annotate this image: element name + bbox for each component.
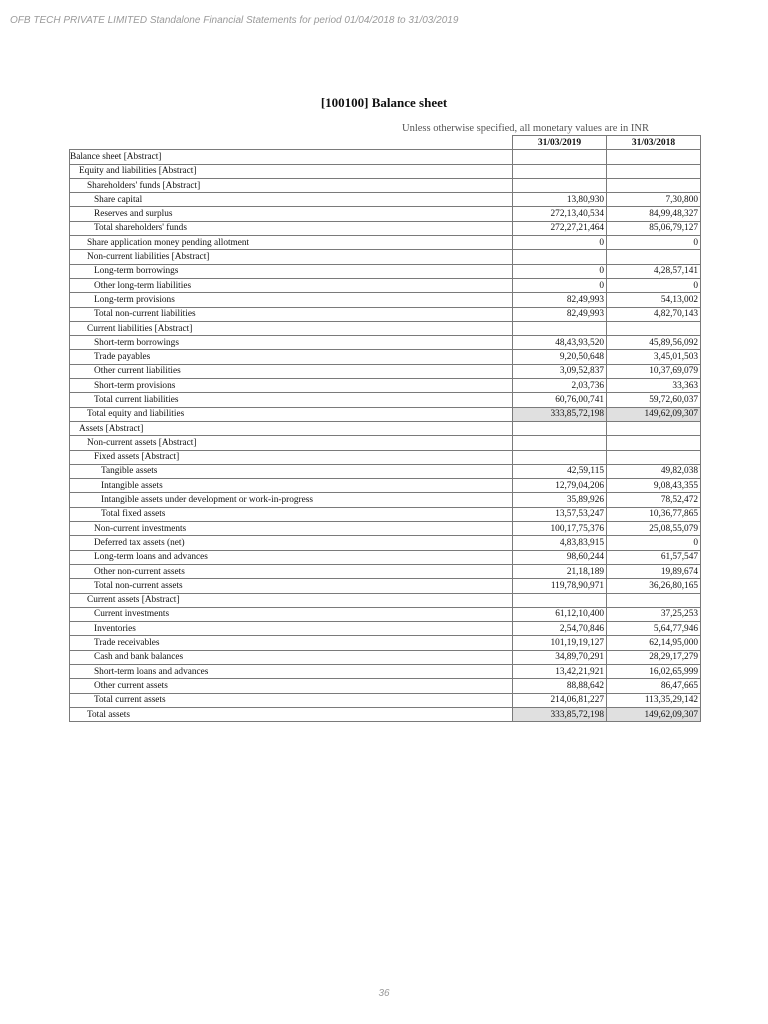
row-label: Deferred tax assets (net) <box>70 536 513 550</box>
row-label: Short-term loans and advances <box>70 664 513 678</box>
row-label: Other current assets <box>70 679 513 693</box>
table-row <box>70 436 701 450</box>
value-2018: 5,64,77,946 <box>607 622 701 636</box>
value-2019: 61,12,10,400 <box>513 607 607 621</box>
table-header-row <box>70 136 701 150</box>
row-label: Current investments <box>70 607 513 621</box>
value-2018: 149,62,09,307 <box>607 407 701 421</box>
value-2019: 13,42,21,921 <box>513 664 607 678</box>
table-row <box>70 693 701 707</box>
row-label: Trade payables <box>70 350 513 364</box>
row-label: Other current liabilities <box>70 364 513 378</box>
balance-sheet-table <box>69 135 701 722</box>
row-label: Tangible assets <box>70 464 513 478</box>
value-2019: 60,76,00,741 <box>513 393 607 407</box>
value-2018: 78,52,472 <box>607 493 701 507</box>
value-2018 <box>607 436 701 450</box>
value-2018: 3,45,01,503 <box>607 350 701 364</box>
row-label: Share capital <box>70 193 513 207</box>
table-row <box>70 307 701 321</box>
table-row <box>70 450 701 464</box>
value-2019: 119,78,90,971 <box>513 579 607 593</box>
value-2018: 54,13,002 <box>607 293 701 307</box>
value-2019: 0 <box>513 236 607 250</box>
value-2018: 113,35,29,142 <box>607 693 701 707</box>
row-label: Long-term borrowings <box>70 264 513 278</box>
value-2019: 82,49,993 <box>513 293 607 307</box>
row-label: Total non-current assets <box>70 579 513 593</box>
table-row <box>70 550 701 564</box>
table-row <box>70 293 701 307</box>
value-2018: 0 <box>607 536 701 550</box>
value-2019: 0 <box>513 278 607 292</box>
value-2018 <box>607 421 701 435</box>
value-2019: 272,27,21,464 <box>513 221 607 235</box>
value-2019: 272,13,40,534 <box>513 207 607 221</box>
table-row <box>70 579 701 593</box>
value-2019: 35,89,926 <box>513 493 607 507</box>
value-2018: 45,89,56,092 <box>607 336 701 350</box>
value-2019: 333,85,72,198 <box>513 407 607 421</box>
value-2019 <box>513 178 607 192</box>
table-row <box>70 593 701 607</box>
row-label: Balance sheet [Abstract] <box>70 150 513 164</box>
value-2018: 33,363 <box>607 379 701 393</box>
table-row <box>70 350 701 364</box>
table-row <box>70 193 701 207</box>
value-2019: 82,49,993 <box>513 307 607 321</box>
value-2019: 333,85,72,198 <box>513 707 607 721</box>
row-label: Cash and bank balances <box>70 650 513 664</box>
value-2019: 13,57,53,247 <box>513 507 607 521</box>
value-2019: 101,19,19,127 <box>513 636 607 650</box>
row-label: Share application money pending allotment <box>70 236 513 250</box>
value-2019: 2,54,70,846 <box>513 622 607 636</box>
table-row <box>70 393 701 407</box>
value-2018: 85,06,79,127 <box>607 221 701 235</box>
value-2019: 9,20,50,648 <box>513 350 607 364</box>
value-2018 <box>607 178 701 192</box>
value-2018: 25,08,55,079 <box>607 522 701 536</box>
value-2019: 21,18,189 <box>513 564 607 578</box>
value-2018: 61,57,547 <box>607 550 701 564</box>
row-label: Intangible assets <box>70 479 513 493</box>
row-label: Shareholders' funds [Abstract] <box>70 178 513 192</box>
table-row <box>70 650 701 664</box>
value-2018: 86,47,665 <box>607 679 701 693</box>
value-2019 <box>513 150 607 164</box>
value-2019: 0 <box>513 264 607 278</box>
table-row <box>70 236 701 250</box>
value-2019: 48,43,93,520 <box>513 336 607 350</box>
value-2018 <box>607 164 701 178</box>
value-2018: 62,14,95,000 <box>607 636 701 650</box>
table-row <box>70 164 701 178</box>
value-2019: 88,88,642 <box>513 679 607 693</box>
row-label: Reserves and surplus <box>70 207 513 221</box>
row-label: Total assets <box>70 707 513 721</box>
row-label: Trade receivables <box>70 636 513 650</box>
table-row <box>70 364 701 378</box>
value-2019: 100,17,75,376 <box>513 522 607 536</box>
currency-note: Unless otherwise specified, all monetary values are in INR <box>402 123 649 134</box>
value-2018: 37,25,253 <box>607 607 701 621</box>
table-row <box>70 622 701 636</box>
value-2018 <box>607 150 701 164</box>
value-2019: 4,83,83,915 <box>513 536 607 550</box>
value-2019: 2,03,736 <box>513 379 607 393</box>
value-2019 <box>513 250 607 264</box>
row-label: Current assets [Abstract] <box>70 593 513 607</box>
column-header-2018: 31/03/2018 <box>607 136 701 150</box>
value-2018 <box>607 250 701 264</box>
value-2018: 10,37,69,079 <box>607 364 701 378</box>
row-label: Short-term borrowings <box>70 336 513 350</box>
table-row <box>70 207 701 221</box>
row-label: Total current liabilities <box>70 393 513 407</box>
table-row <box>70 679 701 693</box>
row-label: Intangible assets under development or work-in-progress <box>70 493 513 507</box>
value-2019: 12,79,04,206 <box>513 479 607 493</box>
table-row <box>70 264 701 278</box>
table-row <box>70 407 701 421</box>
table-row <box>70 564 701 578</box>
row-label: Long-term loans and advances <box>70 550 513 564</box>
value-2018: 149,62,09,307 <box>607 707 701 721</box>
value-2019: 98,60,244 <box>513 550 607 564</box>
table-row <box>70 607 701 621</box>
row-label: Total shareholders' funds <box>70 221 513 235</box>
table-row <box>70 522 701 536</box>
table-row <box>70 493 701 507</box>
row-label: Total current assets <box>70 693 513 707</box>
table-row <box>70 278 701 292</box>
value-2018: 28,29,17,279 <box>607 650 701 664</box>
row-label: Non-current liabilities [Abstract] <box>70 250 513 264</box>
row-label: Non-current assets [Abstract] <box>70 436 513 450</box>
table-row <box>70 336 701 350</box>
value-2019 <box>513 421 607 435</box>
value-2018 <box>607 450 701 464</box>
value-2018 <box>607 593 701 607</box>
value-2019: 34,89,70,291 <box>513 650 607 664</box>
value-2018: 19,89,674 <box>607 564 701 578</box>
table-row <box>70 221 701 235</box>
row-label: Total fixed assets <box>70 507 513 521</box>
value-2018: 0 <box>607 236 701 250</box>
value-2019: 214,06,81,227 <box>513 693 607 707</box>
row-label: Inventories <box>70 622 513 636</box>
table-row <box>70 379 701 393</box>
value-2018: 9,08,43,355 <box>607 479 701 493</box>
row-label: Short-term provisions <box>70 379 513 393</box>
row-label: Total equity and liabilities <box>70 407 513 421</box>
value-2018: 84,99,48,327 <box>607 207 701 221</box>
table-row <box>70 250 701 264</box>
table-row <box>70 421 701 435</box>
value-2018 <box>607 321 701 335</box>
row-label: Non-current investments <box>70 522 513 536</box>
value-2019 <box>513 164 607 178</box>
row-label: Other long-term liabilities <box>70 278 513 292</box>
page-title: [100100] Balance sheet <box>320 95 448 110</box>
value-2018: 4,28,57,141 <box>607 264 701 278</box>
value-2019: 13,80,930 <box>513 193 607 207</box>
row-label: Assets [Abstract] <box>70 421 513 435</box>
value-2018: 59,72,60,037 <box>607 393 701 407</box>
column-header-2019: 31/03/2019 <box>513 136 607 150</box>
value-2018: 4,82,70,143 <box>607 307 701 321</box>
value-2019 <box>513 436 607 450</box>
value-2019: 3,09,52,837 <box>513 364 607 378</box>
header-blank-cell <box>70 136 513 150</box>
row-label: Other non-current assets <box>70 564 513 578</box>
value-2018: 16,02,65,999 <box>607 664 701 678</box>
value-2019 <box>513 450 607 464</box>
page-number: 36 <box>378 988 390 999</box>
balance-sheet-body <box>70 150 701 722</box>
row-label: Total non-current liabilities <box>70 307 513 321</box>
value-2019 <box>513 321 607 335</box>
table-row <box>70 707 701 721</box>
table-row <box>70 150 701 164</box>
value-2018: 10,36,77,865 <box>607 507 701 521</box>
table-row <box>70 178 701 192</box>
value-2018: 36,26,80,165 <box>607 579 701 593</box>
row-label: Long-term provisions <box>70 293 513 307</box>
table-row <box>70 664 701 678</box>
value-2018: 7,30,800 <box>607 193 701 207</box>
table-row <box>70 464 701 478</box>
table-row <box>70 507 701 521</box>
value-2018: 0 <box>607 278 701 292</box>
table-row <box>70 479 701 493</box>
running-header: OFB TECH PRIVATE LIMITED Standalone Financial Statements for period 01/04/2018 to 31/03/2019 <box>10 15 459 26</box>
row-label: Current liabilities [Abstract] <box>70 321 513 335</box>
row-label: Fixed assets [Abstract] <box>70 450 513 464</box>
table-row <box>70 321 701 335</box>
table-row <box>70 636 701 650</box>
value-2019 <box>513 593 607 607</box>
row-label: Equity and liabilities [Abstract] <box>70 164 513 178</box>
value-2018: 49,82,038 <box>607 464 701 478</box>
table-row <box>70 536 701 550</box>
value-2019: 42,59,115 <box>513 464 607 478</box>
